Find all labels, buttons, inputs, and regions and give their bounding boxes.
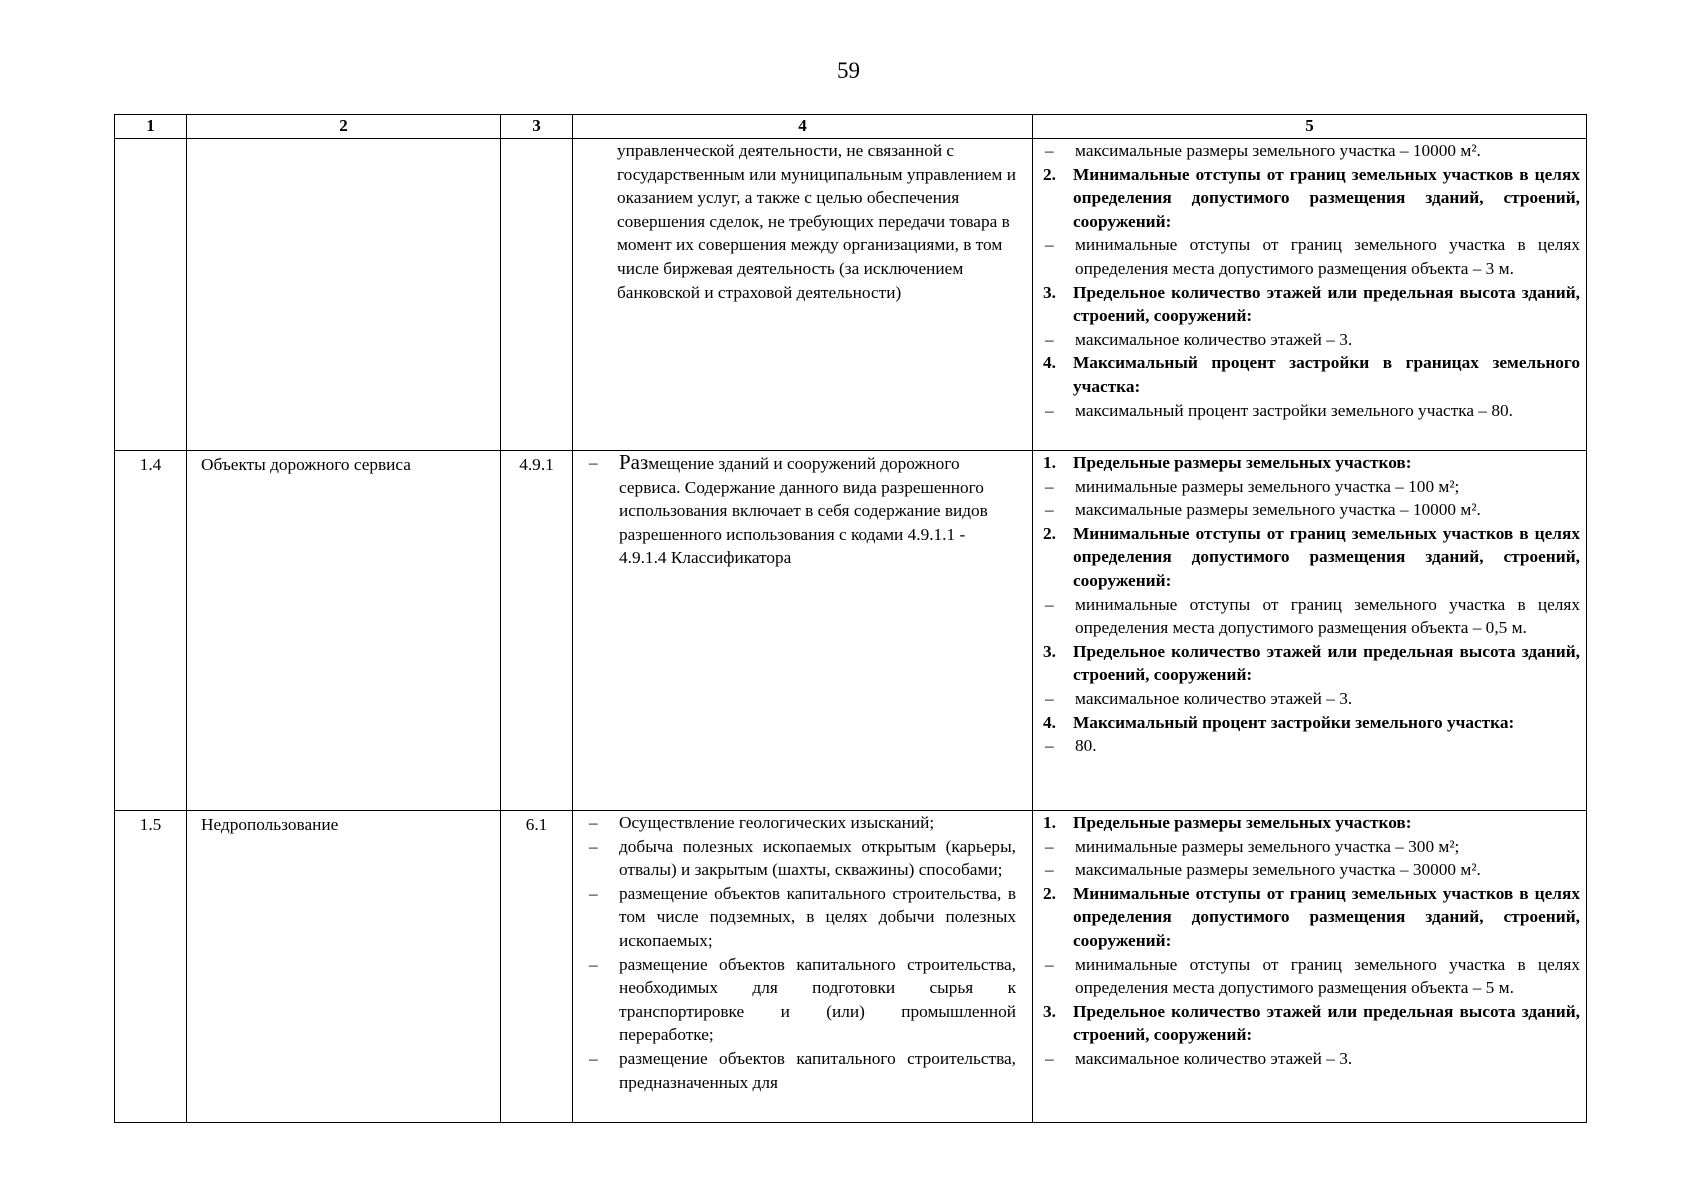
description-lead: Раз	[619, 450, 649, 474]
dash-marker: –	[1045, 954, 1054, 974]
parameter-number: 3.	[1043, 641, 1056, 661]
parameter-heading	[1043, 163, 1580, 234]
description-item: размещение объектов капитального строительства, в том числе подземных, в целях добычи полезных ископаемых;	[619, 883, 1016, 950]
dash-marker: –	[1045, 836, 1054, 856]
parameter-number: 1.	[1043, 813, 1056, 832]
row-number: 1.4	[115, 451, 187, 811]
parameter-text: минимальные размеры земельного участка – 100 м²;	[1075, 476, 1460, 496]
parameter-heading	[1043, 522, 1580, 593]
parameter-number: 2.	[1043, 883, 1056, 903]
classifier-code: 6.1	[501, 811, 573, 1123]
parameter-text: Максимальный процент застройки земельного участка:	[1073, 712, 1515, 732]
parameter-item	[1043, 858, 1580, 882]
dash-marker: –	[589, 836, 598, 856]
classifier-code: 4.9.1	[501, 451, 573, 811]
parameter-number: 2.	[1043, 523, 1056, 543]
parameter-heading	[1043, 351, 1580, 398]
parameter-text: максимальный процент застройки земельного участка – 80.	[1075, 400, 1513, 420]
parameter-heading	[1043, 451, 1580, 475]
parameter-number: 3.	[1043, 1001, 1056, 1021]
parameter-text: максимальные размеры земельного участка – 10000 м².	[1075, 500, 1481, 520]
parameter-text: максимальное количество этажей – 3.	[1075, 329, 1353, 349]
parameter-item	[1043, 475, 1580, 499]
dash-marker: –	[589, 954, 598, 974]
parameter-item	[1043, 498, 1580, 522]
parameter-heading	[1043, 640, 1580, 687]
dash-marker: –	[589, 883, 598, 903]
dash-marker: –	[1045, 736, 1054, 756]
description-item: размещение объектов капитального строительства, предназначенных для	[619, 1048, 1016, 1092]
parameter-number: 2.	[1043, 164, 1056, 184]
parameter-text: Минимальные отступы от границ земельных участков в целях определения допустимого размещения зданий, строений, сооружений:	[1073, 883, 1580, 950]
dash-marker: –	[1045, 476, 1054, 496]
table-row	[115, 139, 1587, 451]
classifier-code	[501, 139, 573, 451]
description-text: управленческой деятельности, не связанной с государственным или муниципальным управлением и оказанием услуг, а также с целью обеспечения совершения сделок, не требующих передачи товара в момент их совершения между организациями, в том числе биржевая деятельность (за исключением банковской и страховой деятельности)	[617, 141, 1016, 302]
dash-marker: –	[1045, 141, 1054, 160]
parameter-item	[1043, 139, 1580, 163]
parameter-heading	[1043, 811, 1580, 835]
parameter-number: 4.	[1043, 353, 1056, 373]
header-col-5: 5	[1033, 115, 1587, 139]
dash-marker: –	[1045, 500, 1054, 520]
table-row	[115, 451, 1587, 811]
row-number	[115, 139, 187, 451]
description-text	[619, 451, 1016, 570]
dash-marker: –	[1045, 688, 1054, 708]
parameter-text: максимальные размеры земельного участка – 30000 м².	[1075, 860, 1481, 880]
header-col-2: 2	[187, 115, 501, 139]
parameter-heading	[1043, 882, 1580, 953]
dash-marker: –	[1045, 235, 1054, 255]
dash-marker: –	[1045, 860, 1054, 880]
parameter-text: максимальные размеры земельного участка – 10000 м².	[1075, 141, 1481, 160]
row-number: 1.5	[115, 811, 187, 1123]
description-item: добыча полезных ископаемых открытым (карьеры, отвалы) и закрытым (шахты, скважины) способами;	[619, 836, 1016, 880]
parameters-cell	[1033, 811, 1587, 1123]
description-item: Осуществление геологических изысканий;	[619, 813, 935, 832]
parameter-text: Минимальные отступы от границ земельных участков в целях определения допустимого размещения зданий, строений, сооружений:	[1073, 164, 1580, 231]
use-type-name: Недропользование	[187, 811, 501, 1123]
parameter-number: 3.	[1043, 282, 1056, 302]
parameter-text: максимальное количество этажей – 3.	[1075, 1048, 1353, 1068]
use-type-name	[187, 139, 501, 451]
table-row	[115, 811, 1587, 1123]
land-use-table	[114, 114, 1587, 1123]
description-rest: мещение зданий и сооружений дорожного сервиса. Содержание данного вида разрешенного использования включает в себя содержание видов разрешенного использования с кодами 4.9.1.1 - 4.9.1.4 Классификатора	[619, 454, 988, 568]
parameters-cell	[1033, 139, 1587, 451]
parameter-text: минимальные отступы от границ земельного участка в целях определения места допустимого размещения объекта – 3 м.	[1075, 235, 1580, 278]
parameter-item	[1043, 399, 1580, 423]
dash-marker: –	[1045, 1048, 1054, 1068]
parameter-number: 4.	[1043, 712, 1056, 732]
description-item: размещение объектов капитального строительства, необходимых для подготовки сырья к транспортировке и (или) промышленной переработке;	[619, 954, 1016, 1045]
parameter-text: 80.	[1075, 736, 1097, 756]
use-description	[573, 451, 1033, 811]
parameter-item	[1043, 734, 1580, 758]
parameter-text: Предельное количество этажей или предельная высота зданий, строений, сооружений:	[1073, 1001, 1580, 1045]
parameter-item	[1043, 328, 1580, 352]
parameter-item	[1043, 1047, 1580, 1071]
header-col-3: 3	[501, 115, 573, 139]
table-header-row	[115, 115, 1587, 139]
parameter-text: минимальные размеры земельного участка – 300 м²;	[1075, 836, 1460, 856]
dash-marker: –	[1045, 594, 1054, 614]
parameter-item	[1043, 835, 1580, 859]
parameter-text: Предельные размеры земельных участков:	[1073, 813, 1412, 832]
page-number: 59	[837, 58, 860, 83]
parameter-item	[1043, 233, 1580, 280]
parameter-item	[1043, 953, 1580, 1000]
parameter-item	[1043, 593, 1580, 640]
parameter-text: Предельные размеры земельных участков:	[1073, 453, 1412, 472]
parameter-text: минимальные отступы от границ земельного участка в целях определения места допустимого размещения объекта – 0,5 м.	[1075, 594, 1580, 638]
header-col-1: 1	[115, 115, 187, 139]
dash-marker: –	[589, 813, 598, 832]
use-description	[573, 811, 1033, 1123]
use-type-name: Объекты дорожного сервиса	[187, 451, 501, 811]
dash-marker: –	[589, 1048, 598, 1068]
parameter-heading	[1043, 281, 1580, 328]
dash-marker: –	[589, 453, 598, 472]
parameter-text: Предельное количество этажей или предельная высота зданий, строений, сооружений:	[1073, 282, 1580, 326]
parameter-item	[1043, 687, 1580, 711]
dash-marker: –	[1045, 400, 1054, 420]
parameter-text: максимальное количество этажей – 3.	[1075, 688, 1353, 708]
parameter-text: минимальные отступы от границ земельного участка в целях определения места допустимого размещения объекта – 5 м.	[1075, 954, 1580, 998]
parameter-number: 1.	[1043, 453, 1056, 472]
parameters-cell	[1033, 451, 1587, 811]
parameter-text: Минимальные отступы от границ земельных участков в целях определения допустимого размещения зданий, строений, сооружений:	[1073, 523, 1580, 590]
header-col-4: 4	[573, 115, 1033, 139]
parameter-text: Предельное количество этажей или предельная высота зданий, строений, сооружений:	[1073, 641, 1580, 685]
parameter-text: Максимальный процент застройки в границах земельного участка:	[1073, 353, 1580, 396]
parameter-heading	[1043, 1000, 1580, 1047]
use-description	[573, 139, 1033, 451]
dash-marker: –	[1045, 329, 1054, 349]
parameter-heading	[1043, 711, 1580, 735]
